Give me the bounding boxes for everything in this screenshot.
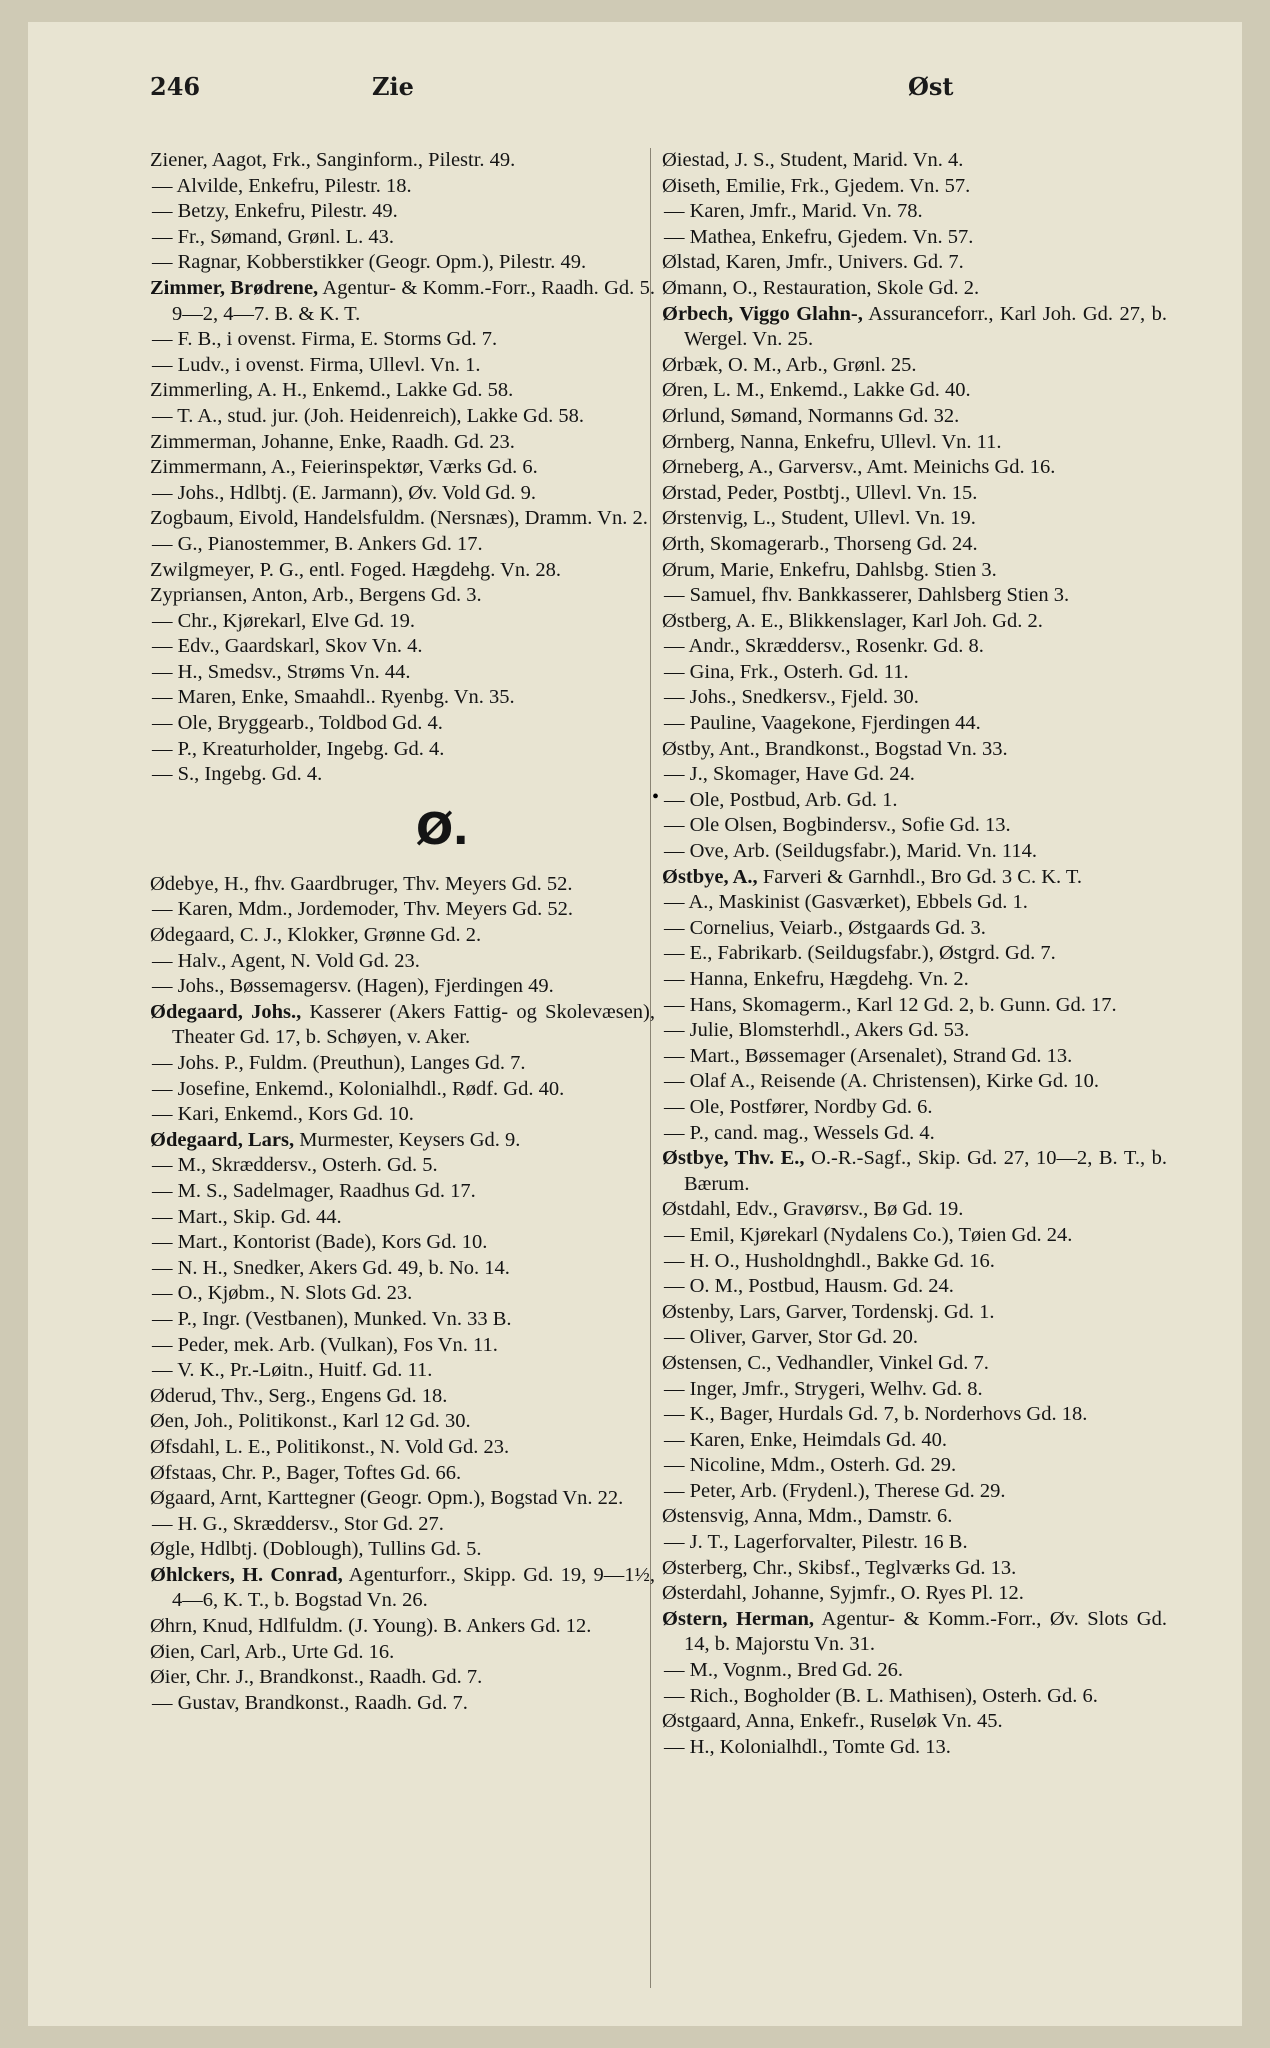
entry-text: Kasserer (Akers Fattig- og Skolevæsen), Theater Gd. 17, b. Schøyen, v. Aker.	[172, 1000, 655, 1049]
entry-bold-name: Ødegaard, Lars,	[150, 1128, 295, 1151]
entry-text: — G., Pianostemmer, B. Ankers Gd. 17.	[152, 532, 483, 555]
entry-text: — F. B., i ovenst. Firma, E. Storms Gd. 7.	[152, 328, 498, 351]
entry-text: Øier, Chr. J., Brandkonst., Raadh. Gd. 7.	[150, 1666, 483, 1689]
directory-entry	[150, 1665, 655, 1691]
entry-text: Østgaard, Anna, Enkefr., Ruseløk Vn. 45.	[662, 1710, 1003, 1733]
directory-entry	[662, 455, 1167, 481]
directory-entry	[662, 1428, 1167, 1454]
directory-entry	[662, 1223, 1167, 1249]
directory-entry	[662, 1300, 1167, 1326]
entry-text: — Karen, Enke, Heimdals Gd. 40.	[664, 1428, 947, 1451]
directory-entry	[662, 916, 1167, 942]
entry-text: — H., Kolonialhdl., Tomte Gd. 13.	[664, 1735, 951, 1758]
entry-bold-name: Zimmer, Brødrene,	[150, 276, 319, 299]
entry-text: — Hans, Skomagerm., Karl 12 Gd. 2, b. Gunn. Gd. 17.	[664, 993, 1117, 1016]
directory-entry	[662, 1146, 1167, 1197]
entry-text: Øren, L. M., Enkemd., Lakke Gd. 40.	[662, 379, 971, 402]
directory-entry	[150, 1537, 655, 1563]
entry-text: — Edv., Gaardskarl, Skov Vn. 4.	[152, 635, 423, 658]
directory-entry	[150, 455, 655, 481]
entry-bold-name: Ørbech, Viggo Glahn-,	[662, 302, 863, 325]
directory-entry	[662, 865, 1167, 891]
directory-entry	[662, 430, 1167, 456]
entry-bold-name: Østbye, Thv. E.,	[662, 1147, 805, 1170]
entry-text: — Andr., Skræddersv., Rosenkr. Gd. 8.	[664, 635, 984, 658]
entry-text: Ørnberg, Nanna, Enkefru, Ullevl. Vn. 11.	[662, 430, 1002, 453]
entry-text: Zimmerling, A. H., Enkemd., Lakke Gd. 58.	[150, 379, 514, 402]
entry-text: Østerdahl, Johanne, Syjmfr., O. Ryes Pl. 12.	[662, 1582, 1024, 1605]
entry-text: — Mathea, Enkefru, Gjedem. Vn. 57.	[664, 225, 974, 248]
directory-entry	[662, 1377, 1167, 1403]
entry-text: — Rich., Bogholder (B. L. Mathisen), Osterh. Gd. 6.	[664, 1684, 1098, 1707]
directory-entry	[150, 378, 655, 404]
directory-entry	[662, 532, 1167, 558]
directory-entry	[150, 762, 655, 788]
directory-entry	[662, 1530, 1167, 1556]
directory-entry	[662, 302, 1167, 353]
directory-entry	[150, 353, 655, 379]
entry-text: — Inger, Jmfr., Strygeri, Welhv. Gd. 8.	[664, 1377, 983, 1400]
directory-entry	[150, 250, 655, 276]
right-running-head: Øst	[908, 72, 954, 101]
entry-text: — Karen, Jmfr., Marid. Vn. 78.	[664, 200, 923, 223]
entry-text: Zypriansen, Anton, Arb., Bergens Gd. 3.	[150, 584, 482, 607]
entry-text: Assuranceforr., Karl Joh. Gd. 27, b. Wergel. Vn. 25.	[684, 302, 1167, 351]
directory-entry	[150, 199, 655, 225]
entry-text: Zimmerman, Johanne, Enke, Raadh. Gd. 23.	[150, 430, 515, 453]
directory-entry	[662, 1402, 1167, 1428]
entry-text: — Josefine, Enkemd., Kolonialhdl., Rødf. Gd. 40.	[152, 1077, 565, 1100]
directory-entry	[150, 1102, 655, 1128]
directory-entry	[662, 1453, 1167, 1479]
directory-entry	[662, 788, 1167, 814]
entry-text: — T. A., stud. jur. (Joh. Heidenreich), Lakke Gd. 58.	[152, 404, 584, 427]
entry-text: — Hanna, Enkefru, Hægdehg. Vn. 2.	[664, 968, 969, 990]
directory-entry	[662, 1121, 1167, 1147]
directory-entry	[662, 481, 1167, 507]
directory-entry	[662, 737, 1167, 763]
entry-text: Murmester, Keysers Gd. 9.	[294, 1128, 521, 1151]
entry-text: — Johs., Bøssemagersv. (Hagen), Fjerdingen 49.	[152, 975, 554, 998]
entry-text: Østenby, Lars, Garver, Tordenskj. Gd. 1.	[662, 1300, 995, 1323]
directory-entry	[150, 660, 655, 686]
directory-entry	[662, 1735, 1167, 1761]
directory-entry	[150, 404, 655, 430]
entry-text: — Betzy, Enkefru, Pilestr. 49.	[152, 200, 398, 223]
entry-text: — P., cand. mag., Wessels Gd. 4.	[664, 1121, 935, 1144]
entry-text: — Halv., Agent, N. Vold Gd. 23.	[152, 949, 420, 972]
directory-entry	[150, 430, 655, 456]
directory-entry	[662, 1581, 1167, 1607]
directory-entry	[150, 897, 655, 923]
directory-entry	[662, 890, 1167, 916]
entry-text: Zimmermann, A., Feierinspektør, Værks Gd. 6.	[150, 456, 538, 479]
entry-text: Ømann, O., Restauration, Skole Gd. 2.	[662, 276, 980, 299]
entry-text: Zwilgmeyer, P. G., entl. Foged. Hægdehg. Vn. 28.	[150, 558, 562, 581]
directory-entry	[150, 1435, 655, 1461]
entry-text: — Ragnar, Kobberstikker (Geogr. Opm.), Pilestr. 49.	[152, 251, 587, 274]
entry-text: — Pauline, Vaagekone, Fjerdingen 44.	[664, 712, 981, 735]
directory-entry	[662, 1684, 1167, 1710]
directory-entry	[150, 1512, 655, 1538]
entry-text: — Alvilde, Enkefru, Pilestr. 18.	[152, 174, 412, 197]
entry-text: Øfsdahl, L. E., Politikonst., N. Vold Gd. 23.	[150, 1435, 510, 1458]
directory-entry	[662, 711, 1167, 737]
entry-text: — Maren, Enke, Smaahdl.. Ryenbg. Vn. 35.	[152, 686, 515, 709]
left-column	[150, 148, 655, 1716]
directory-entry	[662, 634, 1167, 660]
directory-entry	[150, 276, 655, 327]
entry-text: — Ole, Postbud, Arb. Gd. 1.	[664, 788, 898, 811]
directory-entry	[662, 609, 1167, 635]
directory-entry	[662, 1479, 1167, 1505]
entry-text: — J. T., Lagerforvalter, Pilestr. 16 B.	[664, 1531, 968, 1554]
entry-text: — Oliver, Garver, Stor Gd. 20.	[664, 1326, 918, 1349]
entry-text: — M., Skræddersv., Osterh. Gd. 5.	[152, 1154, 438, 1177]
entry-text: — Kari, Enkemd., Kors Gd. 10.	[152, 1103, 414, 1126]
entry-text: — Peder, mek. Arb. (Vulkan), Fos Vn. 11.	[152, 1333, 498, 1356]
entry-bold-name: Østbye, A.,	[662, 865, 758, 888]
right-column	[662, 148, 1167, 1760]
entry-text: — Chr., Kjørekarl, Elve Gd. 19.	[152, 609, 416, 632]
directory-entry	[662, 1504, 1167, 1530]
entry-bold-name: Øhlckers, H. Conrad,	[150, 1563, 343, 1586]
entry-text: Østberg, A. E., Blikkenslager, Karl Joh. Gd. 2.	[662, 609, 1043, 632]
entry-text: Øiestad, J. S., Student, Marid. Vn. 4.	[662, 149, 964, 171]
entry-text: Østensen, C., Vedhandler, Vinkel Gd. 7.	[662, 1351, 989, 1374]
directory-entry	[150, 949, 655, 975]
entry-text: — Emil, Kjørekarl (Nydalens Co.), Tøien Gd. 24.	[664, 1223, 1073, 1246]
directory-entry	[662, 558, 1167, 584]
entry-text: — Gustav, Brandkonst., Raadh. Gd. 7.	[152, 1691, 468, 1714]
directory-entry	[150, 1281, 655, 1307]
directory-entry	[150, 634, 655, 660]
directory-entry	[150, 1461, 655, 1487]
directory-entry	[662, 148, 1167, 174]
directory-entry	[150, 1230, 655, 1256]
entry-text: Ørth, Skomagerarb., Thorseng Gd. 24.	[662, 532, 978, 555]
directory-entry	[150, 1000, 655, 1051]
entry-text: Østdahl, Edv., Gravørsv., Bø Gd. 19.	[662, 1198, 964, 1221]
entry-text: — Ludv., i ovenst. Firma, Ullevl. Vn. 1.	[152, 353, 481, 376]
directory-entry	[662, 941, 1167, 967]
directory-entry	[150, 532, 655, 558]
entry-text: Øien, Carl, Arb., Urte Gd. 16.	[150, 1640, 395, 1663]
directory-entry	[150, 1486, 655, 1512]
entry-text: — Peter, Arb. (Frydenl.), Therese Gd. 29.	[664, 1479, 1006, 1502]
entry-text: — Ole Olsen, Bogbindersv., Sofie Gd. 13.	[664, 814, 1011, 837]
section-heading: Ø.	[415, 803, 470, 855]
entry-text: — Mart., Skip. Gd. 44.	[152, 1205, 342, 1228]
entry-text: — P., Ingr. (Vestbanen), Munked. Vn. 33 B.	[152, 1307, 512, 1330]
entry-text: Zogbaum, Eivold, Handelsfuldm. (Nersnæs), Dramm. Vn. 2.	[150, 507, 648, 530]
directory-entry	[150, 872, 655, 898]
entry-text: — Julie, Blomsterhdl., Akers Gd. 53.	[664, 1019, 970, 1042]
directory-entry	[150, 1307, 655, 1333]
directory-entry	[150, 1128, 655, 1154]
entry-text: Ødegaard, C. J., Klokker, Grønne Gd. 2.	[150, 924, 482, 947]
entry-text: O.-R.-Sagf., Skip. Gd. 27, 10—2, B. T., b. Bærum.	[684, 1147, 1167, 1195]
directory-entry	[150, 558, 655, 584]
entry-text: Farveri & Garnhdl., Bro Gd. 3 C. K. T.	[757, 865, 1083, 888]
directory-entry	[662, 1044, 1167, 1070]
directory-entry	[662, 993, 1167, 1019]
entry-text: — M. S., Sadelmager, Raadhus Gd. 17.	[152, 1179, 476, 1202]
directory-entry	[150, 1051, 655, 1077]
directory-entry	[150, 583, 655, 609]
page-number: 246	[150, 72, 201, 101]
directory-entry	[662, 1351, 1167, 1377]
directory-entry	[662, 276, 1167, 302]
entry-text: — H. O., Husholdnghdl., Bakke Gd. 16.	[664, 1249, 995, 1272]
entry-bold-name: Ødegaard, Johs.,	[150, 1000, 302, 1023]
entry-text: — Karen, Mdm., Jordemoder, Thv. Meyers Gd. 52.	[152, 898, 574, 921]
entry-text: Ziener, Aagot, Frk., Sanginform., Pilestr. 49.	[150, 149, 516, 171]
entry-text: — Gina, Frk., Osterh. Gd. 11.	[664, 660, 909, 683]
entry-text: — H., Smedsv., Strøms Vn. 44.	[152, 660, 411, 683]
directory-entry	[662, 506, 1167, 532]
directory-entry	[662, 353, 1167, 379]
directory-entry	[662, 404, 1167, 430]
entry-text: — Cornelius, Veiarb., Østgaards Gd. 3.	[664, 916, 986, 939]
directory-entry	[662, 839, 1167, 865]
directory-entry	[662, 813, 1167, 839]
entry-text: — Ole, Postfører, Nordby Gd. 6.	[664, 1095, 933, 1118]
entry-text: — O. M., Postbud, Hausm. Gd. 24.	[664, 1275, 954, 1298]
directory-entry	[150, 1691, 655, 1717]
directory-entry	[662, 685, 1167, 711]
directory-entry	[150, 481, 655, 507]
directory-entry	[150, 1640, 655, 1666]
directory-entry	[150, 1153, 655, 1179]
directory-entry	[150, 1358, 655, 1384]
directory-entry	[662, 199, 1167, 225]
directory-entry	[662, 660, 1167, 686]
entry-text: Ørstenvig, L., Student, Ullevl. Vn. 19.	[662, 507, 976, 530]
directory-entry	[150, 1563, 655, 1614]
directory-entry	[150, 174, 655, 200]
entry-text: Øhrn, Knud, Hdlfuldm. (J. Young). B. Ankers Gd. 12.	[150, 1615, 592, 1638]
directory-entry	[150, 1077, 655, 1103]
entry-text: — H. G., Skræddersv., Stor Gd. 27.	[152, 1512, 444, 1535]
directory-entry	[150, 711, 655, 737]
directory-entry	[150, 974, 655, 1000]
entry-text: Østby, Ant., Brandkonst., Bogstad Vn. 33.	[662, 737, 1008, 760]
entry-text: — J., Skomager, Have Gd. 24.	[664, 763, 915, 786]
entry-text: Øiseth, Emilie, Frk., Gjedem. Vn. 57.	[662, 174, 971, 197]
directory-entry	[150, 1256, 655, 1282]
entry-text: Ørlund, Sømand, Normanns Gd. 32.	[662, 404, 960, 427]
directory-entry	[150, 1205, 655, 1231]
directory-entry	[662, 1709, 1167, 1735]
directory-entry	[662, 1658, 1167, 1684]
directory-entry	[150, 1614, 655, 1640]
entry-text: Ølstad, Karen, Jmfr., Univers. Gd. 7.	[662, 251, 964, 274]
directory-entry	[662, 1556, 1167, 1582]
directory-entry	[150, 923, 655, 949]
entry-text: — Ole, Bryggearb., Toldbod Gd. 4.	[152, 712, 443, 735]
left-running-head: Zie	[372, 72, 414, 101]
directory-entry	[150, 609, 655, 635]
directory-entry	[150, 737, 655, 763]
entry-text: — S., Ingebg. Gd. 4.	[152, 763, 323, 786]
entry-text: Ørbæk, O. M., Arb., Grønl. 25.	[662, 353, 917, 376]
directory-entry	[662, 1018, 1167, 1044]
directory-entry	[662, 762, 1167, 788]
directory-entry	[662, 1607, 1167, 1658]
margin-mark: •	[652, 786, 660, 808]
entry-text: — Johs., Hdlbtj. (E. Jarmann), Øv. Vold Gd. 9.	[152, 481, 536, 504]
entry-text: Ødebye, H., fhv. Gaardbruger, Thv. Meyers Gd. 52.	[150, 872, 573, 895]
directory-entry	[662, 1274, 1167, 1300]
entry-text: Agenturforr., Skipp. Gd. 19, 9—1½, 4—6, K. T., b. Bogstad Vn. 26.	[172, 1563, 655, 1612]
entry-text: — K., Bager, Hurdals Gd. 7, b. Norderhovs Gd. 18.	[664, 1403, 1088, 1426]
entry-text: — M., Vognm., Bred Gd. 26.	[664, 1659, 903, 1682]
entry-text: Øderud, Thv., Serg., Engens Gd. 18.	[150, 1384, 448, 1407]
entry-text: — Johs., Snedkersv., Fjeld. 30.	[664, 686, 919, 709]
directory-entry	[662, 1249, 1167, 1275]
entry-text: — Nicoline, Mdm., Osterh. Gd. 29.	[664, 1454, 957, 1477]
entry-text: Ørstad, Peder, Postbtj., Ullevl. Vn. 15.	[662, 481, 978, 504]
entry-bold-name: Østern, Herman,	[662, 1607, 815, 1630]
directory-entry	[150, 225, 655, 251]
directory-entry	[662, 225, 1167, 251]
entry-text: Agentur- & Komm.-Forr., Raadh. Gd. 5. 9—2, 4—7. B. & K. T.	[172, 276, 656, 325]
directory-entry	[150, 506, 655, 532]
entry-text: — N. H., Snedker, Akers Gd. 49, b. No. 14.	[152, 1256, 510, 1279]
entry-text: Ørum, Marie, Enkefru, Dahlsbg. Stien 3.	[662, 558, 997, 581]
entry-text: Øen, Joh., Politikonst., Karl 12 Gd. 30.	[150, 1410, 471, 1433]
entry-text: Østensvig, Anna, Mdm., Damstr. 6.	[662, 1505, 953, 1528]
entry-text: Østerberg, Chr., Skibsf., Teglværks Gd. 13.	[662, 1556, 1017, 1579]
directory-entry	[150, 1179, 655, 1205]
entry-text: — A., Maskinist (Gasværket), Ebbels Gd. 1.	[664, 891, 1028, 914]
entry-text: — Ove, Arb. (Seildugsfabr.), Marid. Vn. 114.	[664, 840, 1037, 863]
directory-entry	[150, 1384, 655, 1410]
directory-entry	[662, 1325, 1167, 1351]
directory-entry	[662, 583, 1167, 609]
directory-entry	[662, 1095, 1167, 1121]
directory-entry	[662, 378, 1167, 404]
entry-text: — E., Fabrikarb. (Seildugsfabr.), Østgrd. Gd. 7.	[664, 942, 1056, 965]
entry-text: — Samuel, fhv. Bankkasserer, Dahlsberg Stien 3.	[664, 584, 1070, 607]
entry-text: — Mart., Kontorist (Bade), Kors Gd. 10.	[152, 1231, 488, 1254]
directory-entry	[150, 1333, 655, 1359]
directory-entry	[662, 967, 1167, 993]
directory-entry	[150, 148, 655, 174]
entry-text: — Olaf A., Reisende (A. Christensen), Kirke Gd. 10.	[664, 1070, 1099, 1093]
entry-text: — Mart., Bøssemager (Arsenalet), Strand Gd. 13.	[664, 1044, 1073, 1067]
entry-text: — Fr., Sømand, Grønl. L. 43.	[152, 225, 395, 248]
entry-text: — V. K., Pr.-Løitn., Huitf. Gd. 11.	[152, 1359, 433, 1382]
directory-entry	[662, 174, 1167, 200]
entry-text: Øgaard, Arnt, Karttegner (Geogr. Opm.), Bogstad Vn. 22.	[150, 1487, 624, 1510]
entry-text: Øgle, Hdlbtj. (Doblough), Tullins Gd. 5.	[150, 1538, 482, 1561]
entry-text: — O., Kjøbm., N. Slots Gd. 23.	[152, 1282, 413, 1305]
directory-entry	[662, 1069, 1167, 1095]
directory-entry	[150, 685, 655, 711]
entry-text: — P., Kreaturholder, Ingebg. Gd. 4.	[152, 737, 445, 760]
entry-text: Øfstaas, Chr. P., Bager, Toftes Gd. 66.	[150, 1461, 462, 1484]
entry-text: Ørneberg, A., Garversv., Amt. Meinichs Gd. 16.	[662, 456, 1056, 479]
entry-text: Agentur- & Komm.-Forr., Øv. Slots Gd. 14, b. Majorstu Vn. 31.	[684, 1607, 1167, 1656]
entry-text: — Johs. P., Fuldm. (Preuthun), Langes Gd. 7.	[152, 1052, 526, 1074]
directory-entry	[150, 327, 655, 353]
directory-entry	[662, 1197, 1167, 1223]
directory-entry	[662, 250, 1167, 276]
directory-entry	[150, 1409, 655, 1435]
